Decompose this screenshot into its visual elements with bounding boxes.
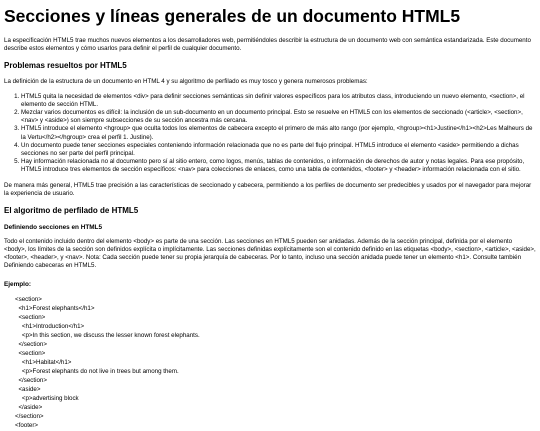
list-item: 4. Un documento puede tener secciones especiales conteniendo información relacionada que no es parte del flujo principal. HTML5 introduce el elemento <aside> permitiendo a dichas secciones no ser parte del perfil principal. xyxy=(21,142,536,158)
problems-lead-paragraph: La definición de la estructura de un documento en HTML 4 y su algoritmo de perfilado es muy tosco y genera numerosos problemas: xyxy=(4,78,368,86)
closing-paragraph: De manera más general, HTML5 trae precisión a las características de seccionado y cabecera, permitiendo a los perfiles de documento ser predecibles y usados por el navegador para mejorar la experiencia de usuario. xyxy=(4,181,532,197)
intro-paragraph: La especificación HTML5 trae muchos nuevos elementos a los desarrolladores web, permitiéndoles describir la estructura de un documento web con semántica estandarizada. Este documento describe estos elementos y cómo usarlos para definir el perfil de cualquier documento. xyxy=(4,37,531,53)
list-item: 5. Hay información relacionada no al documento pero sí al sitio entero, como logos, menús, tablas de contenidos, o información de derechos de autor y notas legales. Para ese propósito, HTML5 introduce tres elementos de sección específicos: <nav> para colecciones de enlaces, como una tabla de contenidos, <footer> y <header> información relacionada con el sitio. xyxy=(21,158,536,174)
list-item: 1. HTML5 quita la necesidad de elementos <div> para definir secciones semánticas sin definir valores específicos para los atributos class, introduciendo un nuevo elemento, <section>, el elemento de sección HTML. xyxy=(21,93,536,109)
section-heading-problems: Problemas resueltos por HTML5 xyxy=(4,61,127,71)
example-label: Ejemplo: xyxy=(4,281,31,289)
list-item: 2. Mezclar varios documentos es difícil: la inclusión de un sub-documento en un documento principal. Esto se resuelve en HTML5 con los elementos de seccionado (<article>, <section>, <nav> y <aside>) son siempre subsecciones de su sección ancestra más cercana. xyxy=(21,109,536,125)
problems-list xyxy=(4,93,536,174)
sections-body-paragraph: Todo el contenido incluido dentro del elemento <body> es parte de una sección. Las secciones en HTML5 pueden ser anidadas. Además de la sección principal, definida por el elemento <body>, los límites de la sección son definidos explícita o implícitamente. Las secciones definidas explícitamente son el contenido definido en las etiquetas <body>, <section>, <article>, <aside>, <footer>, <header>, y <nav>. Nota: Cada sección puede tener su propia jerarquía de cabeceras. Por lo tanto, incluso una sección anidada puede tener un elemento <h1>. Consulte también Definiendo cabeceras en HTML5. xyxy=(4,237,536,270)
page-title: Secciones y líneas generales de un documento HTML5 xyxy=(4,6,461,26)
list-item: 3. HTML5 introduce el elemento <hgroup> que oculta todos los elementos de cabecera excepto el primero de más alto rango (por ejemplo, <hgroup><h1>Justine</h1><h2>Les Malheurs de la Vertu</h2></hgroup> crea el perfil 1. Justine). xyxy=(21,125,536,141)
section-heading-algorithm: El algoritmo de perfilado de HTML5 xyxy=(4,205,139,215)
code-example: <section> <h1>Forest elephants</h1> <section> <h1>Introduction</h1> <p>In this section, we discuss the lesser known forest elephants. </section> <section> <h1>Habitat</h1> <p>Forest elephants do not live in trees but among them. </section> <aside> <p>advertising block </aside> </section> <footer> xyxy=(15,296,200,429)
subheading-defining-sections: Definiendo secciones en HTML5 xyxy=(4,223,103,231)
